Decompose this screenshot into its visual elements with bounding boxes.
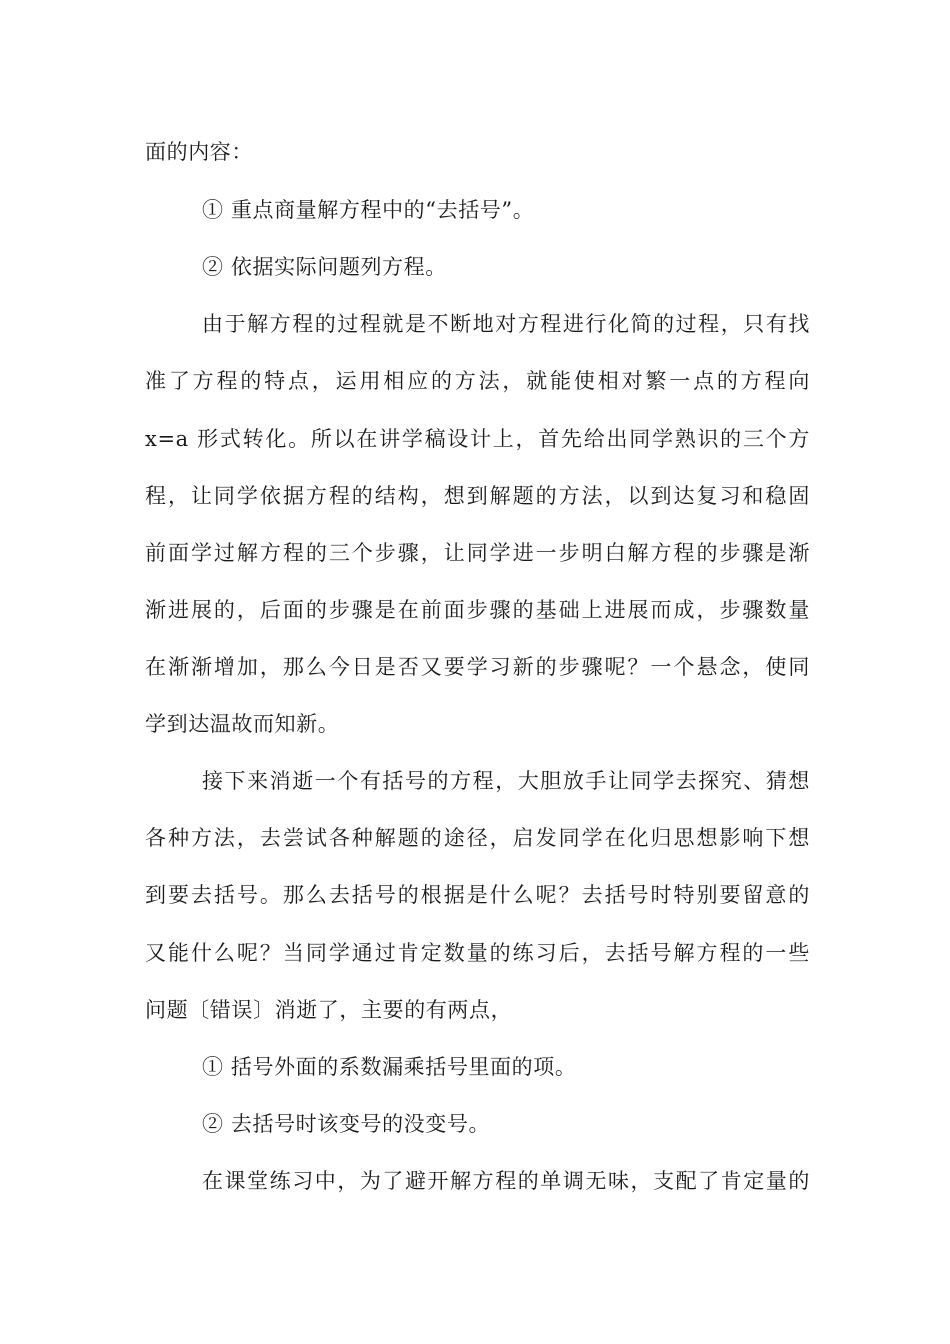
text-line: 又能什么呢？当同学通过肯定数量的练习后，去括号解方程的一些 [145, 941, 810, 965]
text-line: 前面学过解方程的三个步骤，让同学进一步明白解方程的步骤是渐 [145, 541, 810, 565]
text-line: 到要去括号。那么去括号的根据是什么呢？去括号时特别要留意的 [145, 883, 810, 907]
text-line: ① 重点商量解方程中的“去括号”。 [202, 198, 535, 222]
text-line: 各种方法，去尝试各种解题的途径，启发同学在化归思想影响下想 [145, 826, 810, 850]
text-line: 问题〔错误〕消逝了，主要的有两点， [145, 998, 513, 1022]
text-line: ② 依据实际问题列方程。 [202, 255, 447, 279]
text-line: 准了方程的特点，运用相应的方法，就能使相对繁一点的方程向 [145, 369, 810, 393]
text-line: 在渐渐增加，那么今日是否又要学习新的步骤呢？一个悬念，使同 [145, 655, 810, 679]
text-line: 渐进展的，后面的步骤是在前面步骤的基础上进展而成，步骤数量 [145, 598, 810, 622]
text-line: x=a 形式转化。所以在讲学稿设计上，首先给出同学熟识的三个方 [145, 427, 810, 451]
text-line: ① 括号外面的系数漏乘括号里面的项。 [202, 1055, 577, 1079]
paragraph-first-line: 由于解方程的过程就是不断地对方程进行化简的过程，只有找 [202, 312, 810, 336]
text-line: 面的内容： [145, 140, 253, 164]
paragraph-first-line: 在课堂练习中，为了避开解方程的单调无味，支配了肯定量的 [202, 1169, 810, 1193]
paragraph-first-line: 接下来消逝一个有括号的方程，大胆放手让同学去探究、猜想 [202, 769, 810, 793]
text-line: 学到达温故而知新。 [145, 712, 340, 736]
text-line: 程，让同学依据方程的结构，想到解题的方法，以到达复习和稳固 [145, 484, 810, 508]
text-line: ② 去括号时该变号的没变号。 [202, 1112, 491, 1136]
